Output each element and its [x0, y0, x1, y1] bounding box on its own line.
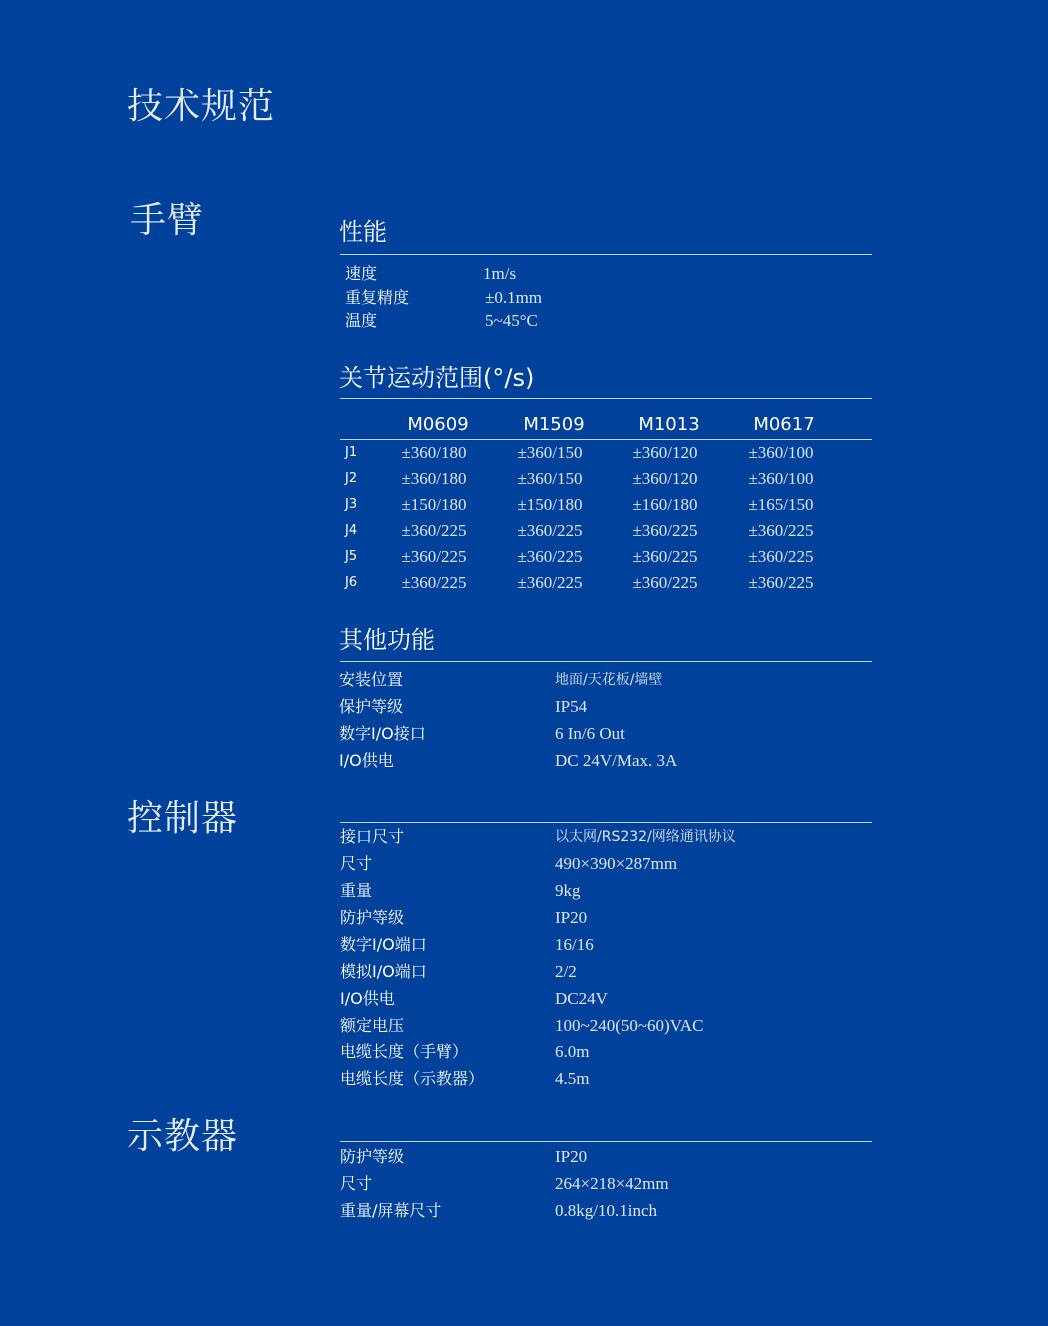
other-functions-heading: 其他功能 [339, 626, 435, 654]
controller-label: 接口尺寸 [340, 827, 405, 846]
table-cell: ±360/225 [401, 573, 467, 592]
performance-row [345, 308, 538, 334]
controller-row [340, 932, 870, 958]
controller-label: 模拟I/O端口 [340, 962, 427, 981]
teach-pendant-value: 264×218×42mm [555, 1174, 669, 1193]
table-cell: ±360/225 [632, 573, 698, 592]
table-cell: ±360/225 [517, 547, 583, 566]
controller-label: 数字I/O端口 [340, 935, 427, 954]
teach-pendant-divider [340, 1141, 872, 1142]
controller-row [340, 1013, 870, 1039]
other-label: 数字I/O接口 [339, 724, 426, 743]
table-cell: ±360/100 [748, 443, 814, 462]
teach-pendant-value: IP20 [555, 1147, 588, 1166]
table-cell: ±360/225 [748, 547, 814, 566]
table-row [345, 544, 865, 570]
joint-range-divider [340, 398, 872, 399]
table-row [345, 570, 865, 596]
arm-heading: 手臂 [130, 200, 205, 241]
table-cell: ±160/180 [632, 495, 698, 514]
table-cell: ±360/180 [401, 443, 467, 462]
joint-label: J3 [345, 497, 358, 512]
other-value: 6 In/6 Out [555, 724, 625, 743]
table-cell: ±360/225 [632, 547, 698, 566]
performance-value: 5~45°C [485, 311, 538, 330]
performance-label: 速度 [345, 264, 378, 283]
controller-row [340, 986, 870, 1012]
table-cell: ±360/150 [517, 443, 583, 462]
model-header: M0609 [407, 414, 469, 435]
table-row [345, 492, 865, 518]
controller-label: 防护等级 [340, 908, 405, 927]
performance-heading: 性能 [339, 218, 387, 246]
other-label: 保护等级 [339, 697, 404, 716]
other-row [339, 667, 869, 693]
table-row [345, 518, 865, 544]
controller-value: 2/2 [555, 962, 577, 981]
performance-label: 温度 [345, 311, 378, 330]
controller-row [340, 1039, 870, 1065]
performance-divider [340, 254, 872, 255]
teach-pendant-value: 0.8kg/10.1inch [555, 1201, 657, 1220]
controller-heading: 控制器 [127, 798, 239, 839]
controller-value: IP20 [555, 908, 588, 927]
table-cell: ±360/225 [401, 547, 467, 566]
table-cell: ±150/180 [517, 495, 583, 514]
performance-row [345, 261, 517, 287]
joint-label: J5 [345, 549, 358, 564]
other-row [339, 748, 869, 774]
performance-label: 重复精度 [345, 288, 410, 307]
teach-pendant-heading: 示教器 [127, 1116, 239, 1157]
table-cell: ±150/180 [401, 495, 467, 514]
table-cell: ±360/225 [517, 573, 583, 592]
joint-range-header-row [383, 412, 863, 438]
model-header: M1013 [638, 414, 700, 435]
other-value: 地面/天花板/墙壁 [555, 672, 663, 688]
teach-pendant-row [340, 1144, 870, 1170]
table-cell: ±360/120 [632, 443, 698, 462]
model-header: M1509 [523, 414, 585, 435]
other-value: IP54 [555, 697, 588, 716]
page-title: 技术规范 [127, 86, 276, 127]
controller-value: 6.0m [555, 1042, 590, 1061]
controller-value: 4.5m [555, 1069, 590, 1088]
controller-value: 100~240(50~60)VAC [555, 1016, 704, 1035]
joint-label: J4 [345, 523, 358, 538]
table-cell: ±360/120 [632, 469, 698, 488]
teach-pendant-label: 尺寸 [340, 1174, 373, 1193]
controller-label: 尺寸 [340, 854, 373, 873]
other-label: 安装位置 [339, 670, 404, 689]
teach-pendant-label: 防护等级 [340, 1147, 405, 1166]
table-cell: ±360/225 [517, 521, 583, 540]
table-cell: ±360/180 [401, 469, 467, 488]
other-row [339, 721, 869, 747]
controller-label: 重量 [340, 881, 373, 900]
other-label: I/O供电 [339, 751, 394, 770]
joint-label: J6 [345, 575, 358, 590]
controller-divider [340, 822, 872, 823]
table-row [345, 440, 865, 466]
table-cell: ±360/100 [748, 469, 814, 488]
controller-row [340, 905, 870, 931]
teach-pendant-row [340, 1198, 870, 1224]
controller-label: 额定电压 [340, 1016, 405, 1035]
table-row [345, 466, 865, 492]
controller-row [340, 959, 870, 985]
other-value: DC 24V/Max. 3A [555, 751, 678, 770]
joint-label: J1 [345, 445, 358, 460]
table-cell: ±360/225 [632, 521, 698, 540]
controller-value: 以太网/RS232/网络通讯协议 [555, 829, 736, 845]
table-cell: ±360/225 [401, 521, 467, 540]
teach-pendant-row [340, 1171, 870, 1197]
controller-value: 16/16 [555, 935, 594, 954]
table-cell: ±165/150 [748, 495, 814, 514]
controller-row [340, 851, 870, 877]
teach-pendant-label: 重量/屏幕尺寸 [340, 1201, 442, 1220]
controller-row [340, 878, 870, 904]
table-cell: ±360/150 [517, 469, 583, 488]
model-header: M0617 [753, 414, 815, 435]
table-cell: ±360/225 [748, 573, 814, 592]
other-row [339, 694, 869, 720]
performance-value: ±0.1mm [485, 288, 543, 307]
controller-label: I/O供电 [340, 989, 395, 1008]
controller-label: 电缆长度（手臂） [340, 1042, 469, 1061]
other-functions-divider [340, 661, 872, 662]
table-cell: ±360/225 [748, 521, 814, 540]
controller-value: 9kg [555, 881, 581, 900]
controller-row [340, 824, 870, 850]
controller-value: DC24V [555, 989, 608, 1008]
controller-label: 电缆长度（示教器） [340, 1069, 485, 1088]
joint-range-heading: 关节运动范围(°/s) [339, 364, 535, 392]
joint-label: J2 [345, 471, 358, 486]
controller-value: 490×390×287mm [555, 854, 678, 873]
performance-value: 1m/s [483, 264, 517, 283]
controller-row [340, 1066, 870, 1092]
